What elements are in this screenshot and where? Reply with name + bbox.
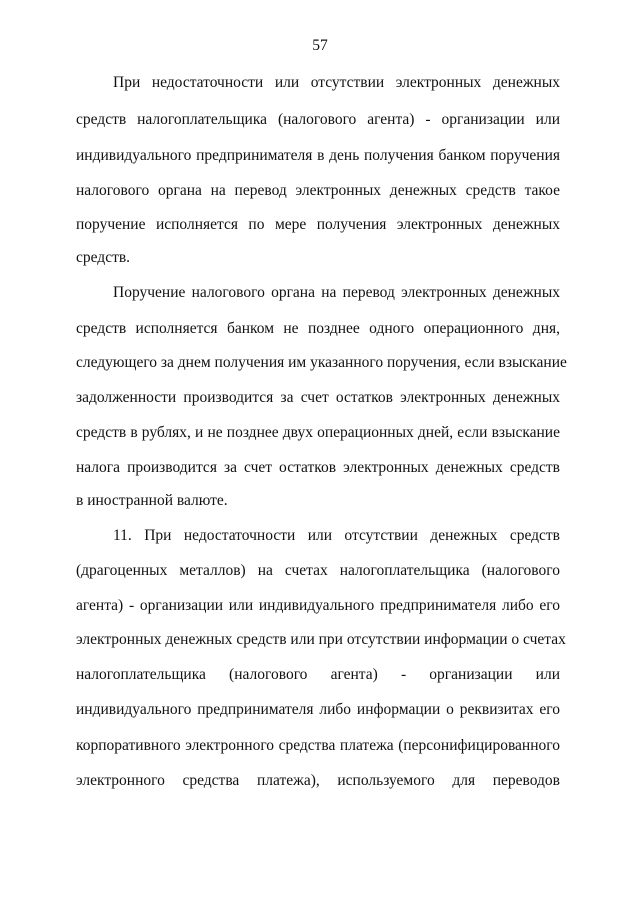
paragraph-1-line-5: поручение исполняется по мере получения электронных денежных xyxy=(76,216,560,233)
paragraph-3-line-8: электронного средства платежа), используемого для переводов xyxy=(76,772,560,789)
paragraph-2-line-2: средств исполняется банком не позднее одного операционного дня, xyxy=(76,320,560,337)
paragraph-2-line-1: Поручение налогового органа на перевод электронных денежных xyxy=(113,284,560,301)
paragraph-3-line-4: электронных денежных средств или при отсутствии информации о счетах xyxy=(76,631,566,648)
page-number: 57 xyxy=(312,37,328,54)
paragraph-2-line-6: налога производится за счет остатков электронных денежных средств xyxy=(76,459,560,476)
paragraph-1-line-6: средств. xyxy=(76,249,131,266)
paragraph-2-line-5: средств в рублях, и не позднее двух операционных дней, если взыскание xyxy=(76,424,560,441)
paragraph-1-line-1: При недостаточности или отсутствии электронных денежных xyxy=(113,74,560,91)
paragraph-3-line-2: (драгоценных металлов) на счетах налогоплательщика (налогового xyxy=(76,562,560,579)
paragraph-2-line-4: задолженности производится за счет остатков электронных денежных xyxy=(76,389,560,406)
paragraph-3-line-7: корпоративного электронного средства платежа (персонифицированного xyxy=(76,737,560,754)
paragraph-1-line-4: налогового органа на перевод электронных денежных средств такое xyxy=(76,182,560,199)
paragraph-1-line-2: средств налогоплательщика (налогового агента) - организации или xyxy=(76,111,560,128)
paragraph-3-line-1: 11. При недостаточности или отсутствии денежных средств xyxy=(113,527,560,544)
paragraph-2-line-7: в иностранной валюте. xyxy=(76,492,228,509)
paragraph-3-line-6: индивидуального предпринимателя либо информации о реквизитах его xyxy=(76,701,560,718)
paragraph-3-line-5: налогоплательщика (налогового агента) - организации или xyxy=(76,666,560,683)
paragraph-1-line-3: индивидуального предпринимателя в день получения банком поручения xyxy=(76,147,560,164)
paragraph-3-line-3: агента) - организации или индивидуального предпринимателя либо его xyxy=(76,597,560,614)
paragraph-2-line-3: следующего за днем получения им указанного поручения, если взыскание xyxy=(76,354,567,371)
